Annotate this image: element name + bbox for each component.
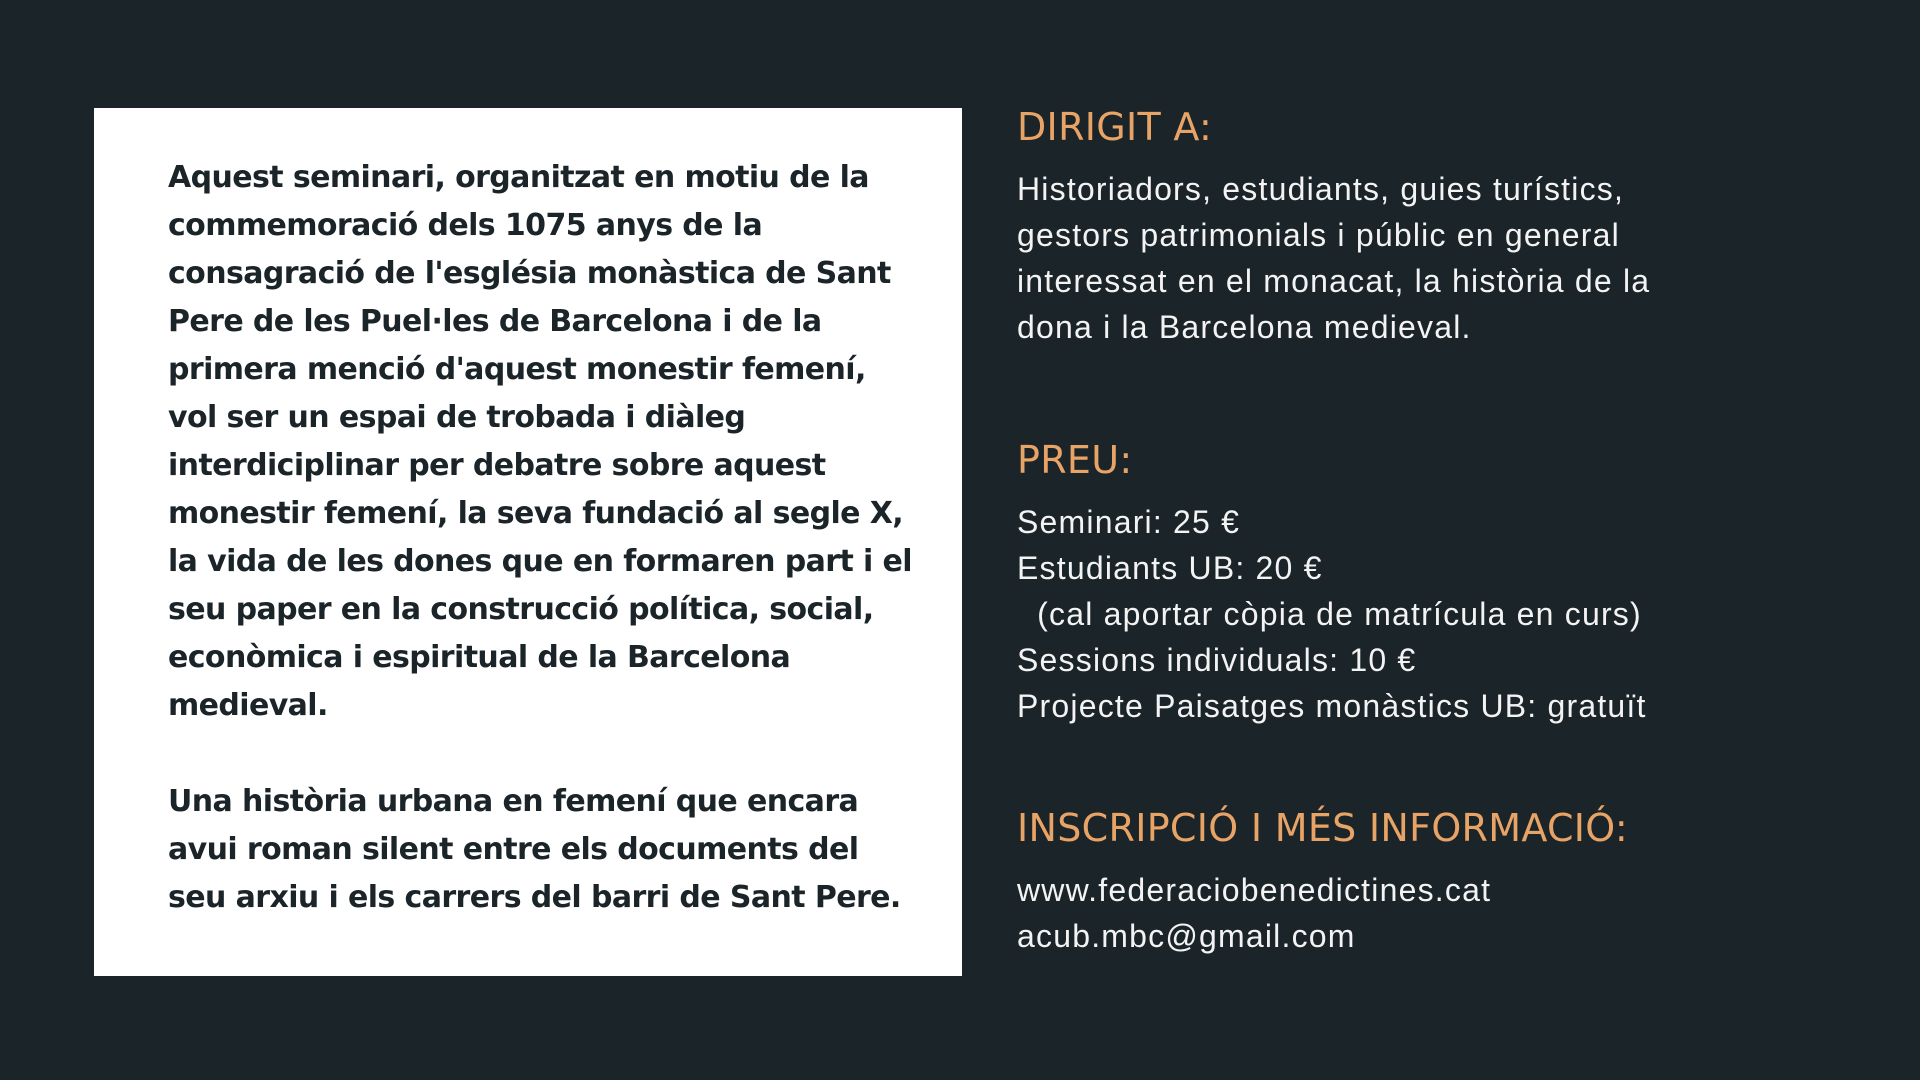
price-students: Estudiants UB: 20 € <box>1017 550 1323 586</box>
registration-heading: INSCRIPCIÓ I MÉS INFORMACIÓ: <box>1017 806 1628 850</box>
description-paragraph-2: Una història urbana en femení que encara avui roman silent entre els documents del seu arxiu i els carrers del barri de Sant Pere. <box>168 784 901 915</box>
audience-line: gestors patrimonials i públic en general <box>1017 217 1620 253</box>
price-list <box>1017 499 1897 729</box>
email-link[interactable]: acub.mbc@gmail.com <box>1017 918 1356 954</box>
audience-heading: DIRIGIT A: <box>1017 105 1213 149</box>
audience-line: dona i la Barcelona medieval. <box>1017 309 1472 345</box>
registration-contacts <box>1017 867 1897 959</box>
price-sessions: Sessions individuals: 10 € <box>1017 642 1417 678</box>
description-card <box>94 108 962 976</box>
price-project: Projecte Paisatges monàstics UB: gratuït <box>1017 688 1647 724</box>
price-students-note: (cal aportar còpia de matrícula en curs) <box>1017 596 1642 632</box>
price-heading: PREU: <box>1017 438 1133 482</box>
price-seminar: Seminari: 25 € <box>1017 504 1241 540</box>
info-column <box>1017 100 1897 959</box>
audience-line: interessat en el monacat, la història de la <box>1017 263 1651 299</box>
website-link[interactable]: www.federaciobenedictines.cat <box>1017 872 1492 908</box>
audience-text <box>1017 166 1897 350</box>
audience-line: Historiadors, estudiants, guies turístics, <box>1017 171 1625 207</box>
description-paragraph-1: Aquest seminari, organitzat en motiu de la commemoració dels 1075 anys de la consagració de l'església monàstica de Sant Pere de les Puel·les de Barcelona i de la primera menció d'aquest monestir femení, vol ser un espai de trobada i diàleg interdiciplinar per debatre sobre aquest monestir femení, la seva fundació al segle X, la vida de les dones que en formaren part i el seu paper en la construcció política, social, econòmica i espiritual de la Barcelona medieval. <box>168 160 912 723</box>
